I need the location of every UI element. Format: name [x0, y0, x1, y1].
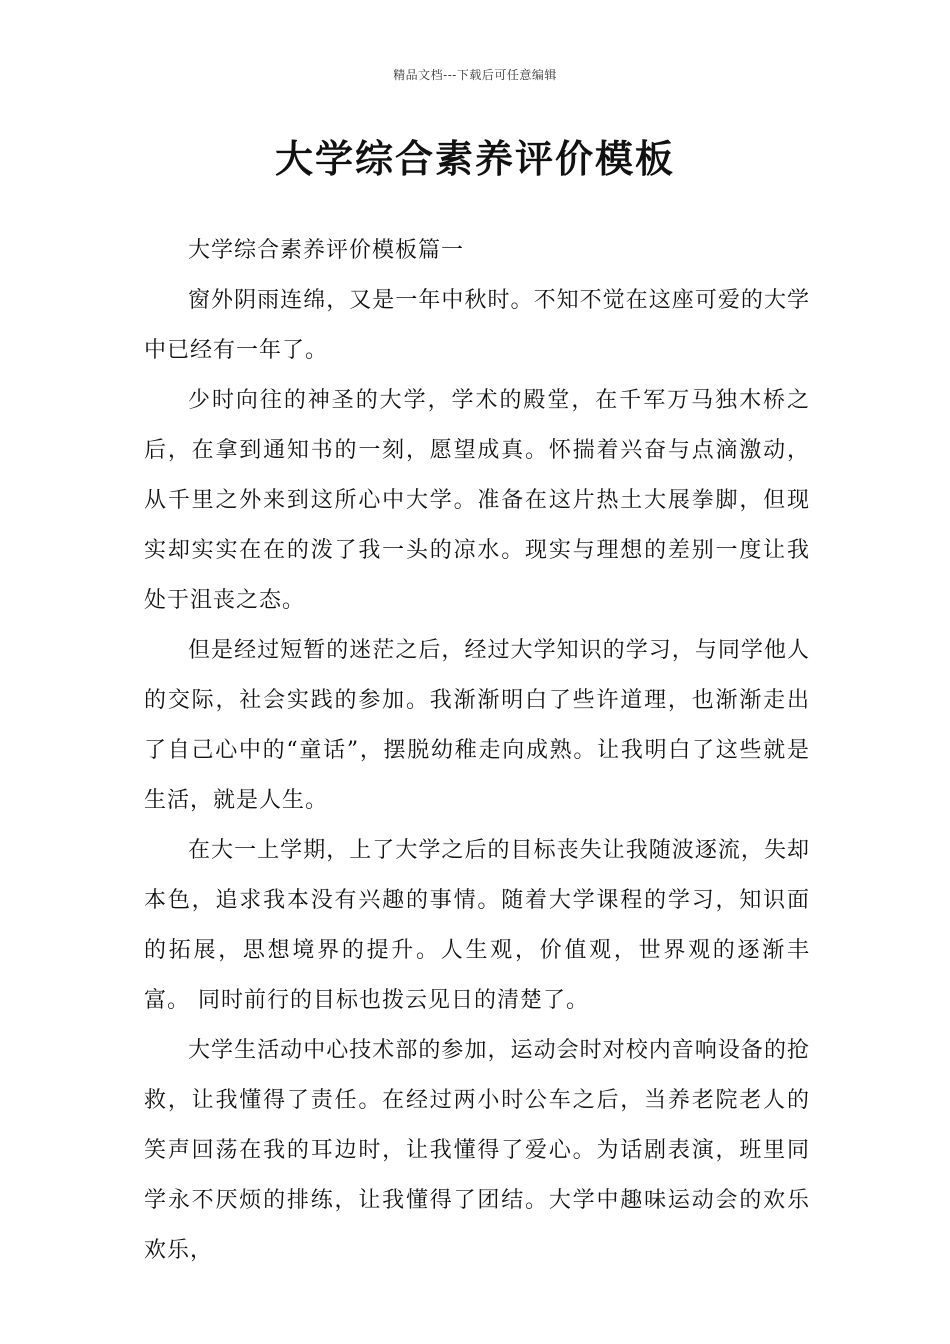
document-body — [144, 226, 810, 1276]
document-title: 大学综合素养评价模板 — [274, 136, 675, 181]
section-heading: 大学综合素养评价模板篇一 — [188, 238, 465, 263]
paragraph: 在大一上学期，上了大学之后的目标丧失让我随波逐流，失却本色，追求我本没有兴趣的事情。随着大学课程的学习，知识面的拓展，思想境界的提升。人生观，价值观，世界观的逐渐丰富。 同时前行的目标也拨云见日的清楚了。 — [144, 838, 810, 1013]
paragraph: 少时向往的神圣的大学，学术的殿堂，在千军万马独木桥之后，在拿到通知书的一刻，愿望成真。怀揣着兴奋与点滴激动，从千里之外来到这所心中大学。准备在这片热土大展拳脚，但现实却实实在在的泼了我一头的凉水。现实与理想的差别一度让我处于沮丧之态。 — [144, 388, 810, 613]
paragraph: 大学生活动中心技术部的参加，运动会时对校内音响设备的抢救，让我懂得了责任。在经过两小时公车之后，当养老院老人的笑声回荡在我的耳边时，让我懂得了爱心。为话剧表演，班里同学永不厌烦的排练，让我懂得了团结。大学中趣味运动会的欢乐欢乐， — [144, 1038, 810, 1263]
header-note: 精品文档---下载后可任意编辑 — [393, 68, 557, 82]
paragraph: 但是经过短暂的迷茫之后，经过大学知识的学习，与同学他人的交际，社会实践的参加。我渐渐明白了些许道理，也渐渐走出了自己心中的“童话”，摆脱幼稚走向成熟。让我明白了这些就是生活，就是人生。 — [144, 638, 810, 813]
paragraph: 窗外阴雨连绵，又是一年中秋时。不知不觉在这座可爱的大学中已经有一年了。 — [144, 288, 810, 363]
